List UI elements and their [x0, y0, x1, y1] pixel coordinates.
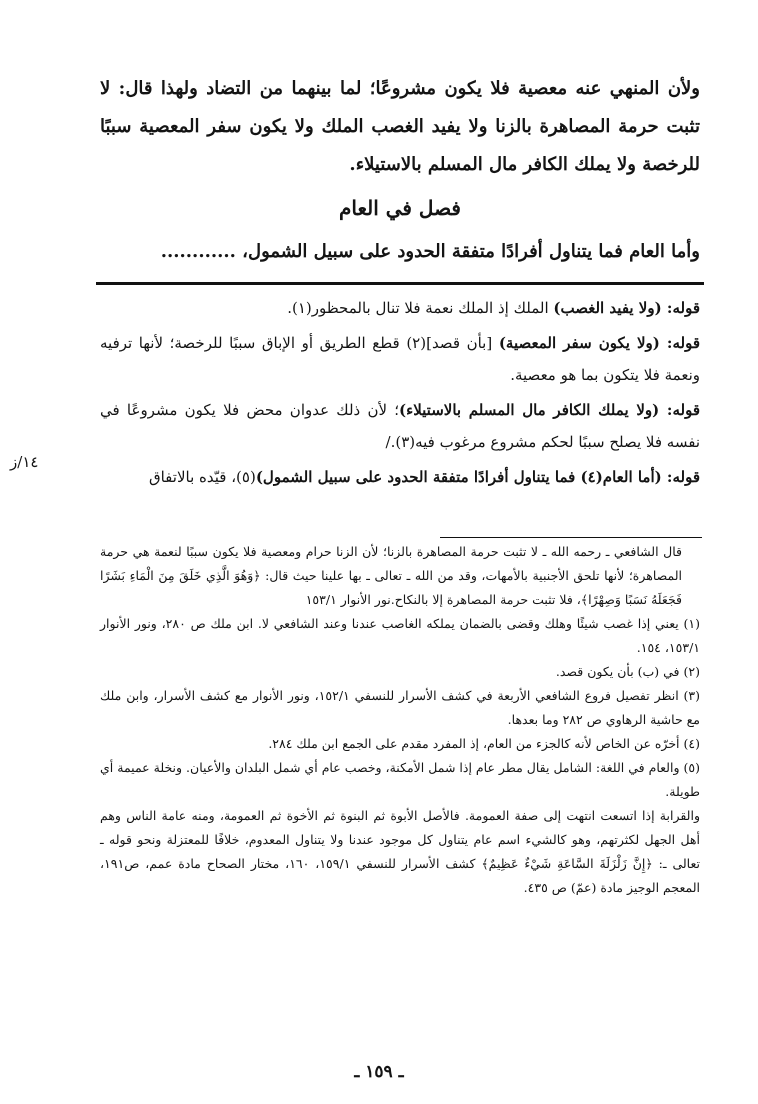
- commentary-text: ؛ لأن ذلك عدوان محض فلا يكون مشروعًا في نفسه فلا يصلح سببًا لحكم مشروع مرغوب فيه(٣)./: [100, 401, 700, 451]
- commentary-text: (٥)، قيّده بالاتفاق: [148, 468, 256, 486]
- footnote-continuation: قال الشافعي ـ رحمه الله ـ لا تثبت حرمة المصاهرة بالزنا؛ لأن الزنا حرام ومعصية فلا يكون سببًا لنعمة هي حرمة المصاهرة؛ لأنها تلحق الأجنبية بالأمهات، وقد من الله ـ تعالى ـ بها علينا حيث قال: ﴿وَهُوَ الَّذِي خَلَقَ مِنَ الْمَاءِ بَشَرًا فَجَعَلَهُ نَسَبًا وَصِهْرًا﴾، فلا تثبت حرمة المصاهرة إلا بالنكاح.نور الأنوار ١٥٣/١: [100, 544, 682, 607]
- section-heading: فصل في العام: [339, 196, 461, 220]
- commentary-item: [100, 292, 700, 324]
- commentary-item: [100, 394, 700, 458]
- commentary-text: الملك إذ الملك نعمة فلا تنال بالمحظور(١).: [287, 299, 554, 317]
- main-last-line: وأما العام فما يتناول أفرادًا متفقة الحدود على سبيل الشمول، ............: [160, 241, 700, 262]
- commentary-lead: قوله: (ولا يفيد الغصب): [553, 299, 700, 317]
- main-paragraph: ولأن المنهي عنه معصية فلا يكون مشروعًا؛ لما بينهما من التضاد ولهذا قال: لا تثبت حرمة المصاهرة بالزنا ولا يفيد الغصب الملك ولا يكون سفر المعصية سببًا للرخصة ولا يملك الكافر مال المسلم بالاستيلاء.: [100, 78, 700, 175]
- footnote-item: (١) يعني إذا غصب شيئًا وهلك وقضى بالضمان يملكه الغاصب عندنا وعند الشافعي لا. ابن ملك ص ٢٨٠، ونور الأنوار ١٥٣/١، ١٥٤.: [100, 616, 700, 655]
- main-text-block: [100, 70, 700, 184]
- footnote-item: (٢) في (ب) بأن يكون قصد.: [555, 664, 700, 679]
- commentary-lead: قوله: (ولا يملك الكافر مال المسلم بالاستيلاء): [399, 401, 700, 419]
- commentary-lead: قوله: (أما العام(٤) فما يتناول أفرادًا متفقة الحدود على سبيل الشمول): [255, 468, 700, 486]
- commentary-item: [100, 327, 700, 391]
- page-number: ـ ١٥٩ ـ: [354, 1062, 404, 1082]
- commentary-lead: قوله: (ولا يكون سفر المعصية): [498, 334, 701, 352]
- commentary-block: [100, 292, 700, 496]
- footnote-item: (٤) أخرّه عن الخاص لأنه كالجزء من العام، إذ المفرد مقدم على الجمع ابن ملك ٢٨٤.: [268, 736, 700, 751]
- main-text-divider: [96, 282, 704, 285]
- footnote-item: (٥) والعام في اللغة: الشامل يقال مطر عام إذا شمل الأمكنة، وخصب عام أي شمل البلدان والأعيان. ونخلة عميمة أي طويلة.: [100, 760, 700, 799]
- footnote-divider: [440, 537, 702, 538]
- footnote-item: (٣) انظر تفصيل فروع الشافعي الأربعة في كشف الأسرار للنسفي ١٥٢/١، ونور الأنوار مع كشف الأسرار، وابن ملك مع حاشية الرهاوي ص ٢٨٢ وما بعدها.: [100, 688, 700, 727]
- commentary-text: [بأن قصد](٢) قطع الطريق أو الإباق سببًا للرخصة؛ لأنها ترفيه ونعمة فلا يتكون بما هو معصية.: [100, 334, 700, 384]
- margin-note: ١٤/ز: [10, 453, 39, 471]
- commentary-item: [100, 461, 700, 493]
- footnote-continuation: والقرابة إذا اتسعت انتهت إلى صفة العمومة. فالأصل الأبوة ثم البنوة ثم الأخوة ثم العمومة، ومنه عامة الناس وهم أهل الجهل لكثرتهم، وهو كالشيء اسم عام يتناول كل موجود عندنا ولا يتناول المعدوم، خلافًا للمعتزلة ونحو قوله ـ تعالى ـ: ﴿إِنَّ زَلْزَلَةَ السَّاعَةِ شَيْءٌ عَظِيمٌ﴾ كشف الأسرار للنسفي ١٥٩/١، ١٦٠، مختار الصحاح مادة عمم، ص١٩١، المعجم الوجيز مادة (عمّ) ص ٤٣٥.: [100, 808, 700, 895]
- footnotes-block: [100, 540, 700, 900]
